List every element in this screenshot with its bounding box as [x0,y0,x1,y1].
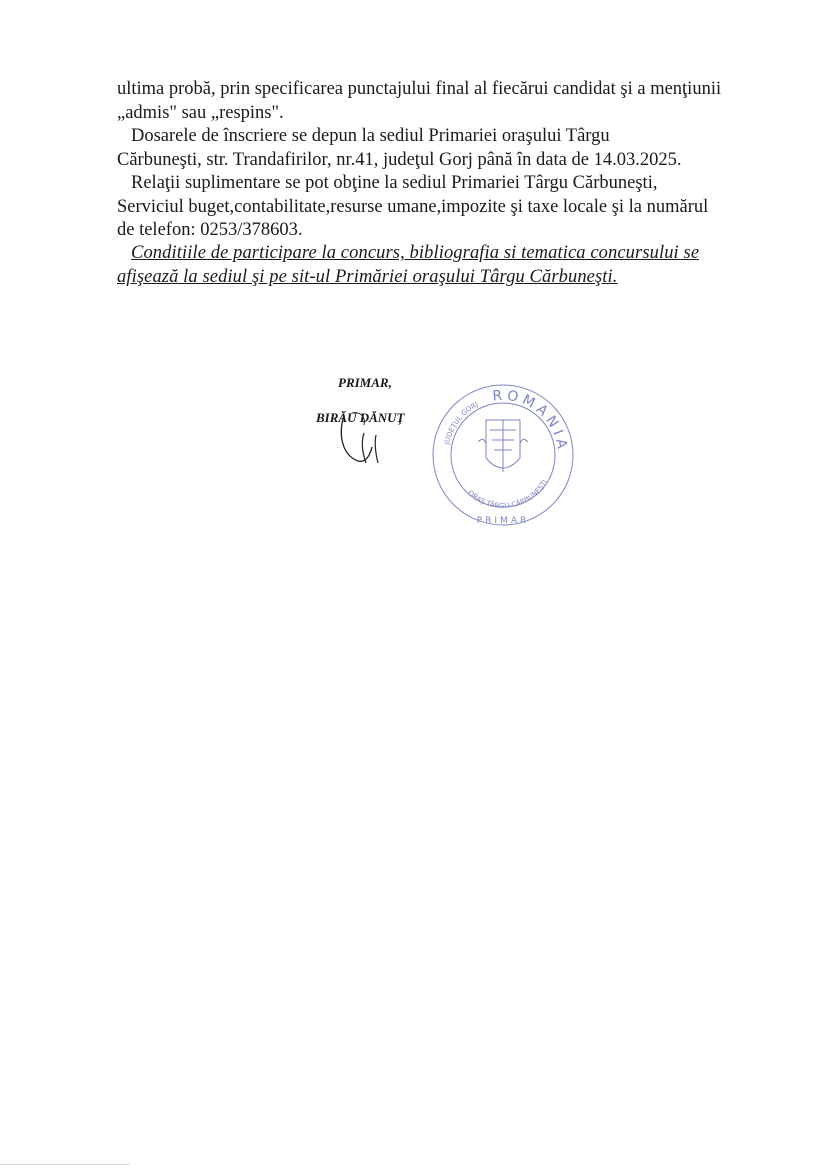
paragraph-line: Serviciul buget,contabilitate,resurse umane,impozite şi taxe locale şi la numărul [117,196,709,217]
paragraph-contact [117,172,755,243]
paragraph-submission [117,125,755,172]
paragraph-line: afişează la sediul şi pe sit-ul Primăriei oraşului Târgu Cărbuneşti. [117,266,618,287]
paragraph-conditions [117,242,755,289]
scan-edge-line [0,1164,130,1165]
paragraph-line: Relaţii suplimentare se pot obţine la sediul Primariei Târgu Cărbuneşti, [131,173,658,193]
handwritten-signature [330,405,400,475]
signatory-title: PRIMAR, [338,375,392,390]
paragraph-line: de telefon: 0253/378603. [117,220,303,240]
signatory-name: BIRĂU DĂNUŢ [316,410,405,425]
paragraph-line: ultima probă, prin specificarea punctajului final al fiecărui candidat şi a menţiunii [117,79,722,99]
official-stamp [428,380,578,530]
paragraph-line: Dosarele de înscriere se depun la sediul Primariei oraşului Târgu [131,126,610,146]
paragraph-line: Conditiile de participare la concurs, bibliografia si tematica concursului se [131,243,700,263]
paragraph-line: „admis" sau „respins". [117,102,284,123]
stamp-county-text: JUDEŢUL GORJ [443,400,480,446]
stamp-town-text: ORAŞ TÂRGU-CĂRBUNEŞTI [466,478,549,510]
stamp-country-text: ROMANIA [491,387,571,454]
paragraph-results [117,78,755,125]
paragraph-line: Cărbuneşti, str. Trandafirilor, nr.41, judeţul Gorj până în data de 14.03.2025. [117,149,682,170]
stamp-role-text: PRIMAR [476,516,530,526]
